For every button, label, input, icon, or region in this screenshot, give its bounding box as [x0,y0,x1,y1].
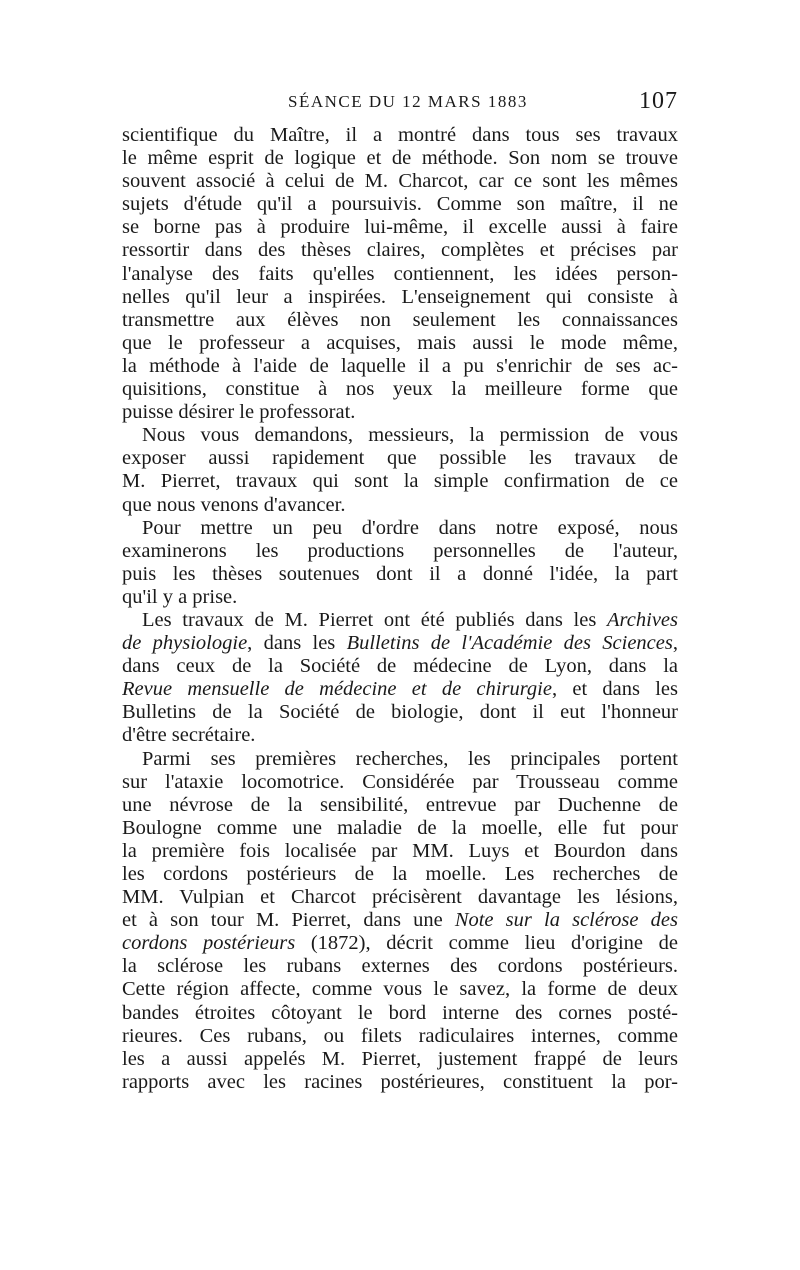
text-line: la première fois localisée par MM. Luys et Bourdon dans [122,839,678,862]
text-run: Les travaux de M. Pierret ont été publiés dans les [142,608,608,631]
text-line [122,609,678,632]
page-number: 107 [639,88,678,114]
running-head [122,88,678,118]
text-line: Boulogne comme une maladie de la moelle, elle fut pour [122,816,678,839]
text-line: la méthode à l'aide de laquelle il a pu s'enrichir de ses ac- [122,354,678,377]
text-line: rieures. Ces rubans, ou filets radiculaires internes, comme [122,1024,678,1047]
text-line: M. Pierret, travaux qui sont la simple confirmation de ce [122,470,678,493]
text-run: (1872), décrit comme lieu d'origine de [295,932,678,955]
text-line: que nous venons d'avancer. [122,493,346,516]
text-line: bandes étroites côtoyant le bord interne des cornes posté- [122,1001,678,1024]
work-title: cordons postérieurs [122,932,296,955]
text-line [122,932,678,955]
text-run: , [672,632,678,655]
text-line: Pour mettre un peu d'ordre dans notre exposé, nous [142,516,678,539]
text-line: que le professeur a acquises, mais aussi le mode même, [122,331,678,354]
text-run: , et dans les [551,678,678,701]
text-line: Bulletins de la Société de biologie, dont il eut l'honneur [122,701,678,724]
text-line: le même esprit de logique et de méthode. Son nom se trouve [122,147,678,170]
journal-title: Bulletins de l'Académie des Sciences [346,632,673,655]
text-line: une névrose de la sensibilité, entrevue par Duchenne de [122,793,678,816]
text-line: Parmi ses premières recherches, les principales portent [142,747,678,770]
text-line: les cordons postérieurs de la moelle. Les recherches de [122,863,678,885]
text-line: ressortir dans des thèses claires, complètes et précises par [122,239,678,262]
text-line: puisse désirer le professorat. [122,401,356,424]
text-line: MM. Vulpian et Charcot précisèrent davantage les lésions, [122,886,678,909]
text-line [122,632,678,655]
work-title: Note sur la sclérose des [454,909,678,932]
text-run: , dans les [247,632,347,655]
text-line: dans ceux de la Société de médecine de Lyon, dans la [122,655,678,678]
journal-title: Archives [607,608,678,631]
journal-title: Revue mensuelle de médecine et de chirurgie [122,678,552,701]
text-line: souvent associé à celui de M. Charcot, car ce sont les mêmes [122,170,678,193]
body-text [122,124,678,1094]
text-line: les a aussi appelés M. Pierret, justement frappé de leurs [122,1047,678,1070]
text-line: Cette région affecte, comme vous le savez, la forme de deux [122,978,678,1001]
text-line: sur l'ataxie locomotrice. Considérée par Trousseau comme [122,770,678,793]
running-title: SÉANCE DU 12 MARS 1883 [288,92,528,111]
text-line: l'analyse des faits qu'elles contiennent, les idées person- [122,262,678,285]
text-line: quisitions, constitue à nos yeux la meilleure forme que [122,378,678,401]
text-line: examinerons les productions personnelles de l'auteur, [122,539,678,562]
text-line: rapports avec les racines postérieures, constituent la por- [122,1070,678,1093]
text-line: d'être secrétaire. [122,724,256,747]
text-line: Nous vous demandons, messieurs, la permission de vous [142,424,678,447]
journal-title: de physiologie [122,632,248,655]
text-line [122,909,678,932]
text-line: la sclérose les rubans externes des cordons postérieurs. [122,955,678,978]
text-line: se borne pas à produire lui-même, il excelle aussi à faire [122,216,678,239]
text-line: scientifique du Maître, il a montré dans tous ses travaux [122,124,678,146]
text-run: et à son tour M. Pierret, dans une [122,909,455,932]
text-line: sujets d'étude qu'il a poursuivis. Comme son maître, il ne [122,193,678,216]
text-line: transmettre aux élèves non seulement les connaissances [122,308,678,331]
text-line: nelles qu'il leur a inspirées. L'enseignement qui consiste à [122,285,678,308]
text-line [122,678,678,701]
text-line: puis les thèses soutenues dont il a donné l'idée, la part [122,562,678,585]
text-line: exposer aussi rapidement que possible les travaux de [122,447,678,470]
text-line: qu'il y a prise. [122,585,238,608]
